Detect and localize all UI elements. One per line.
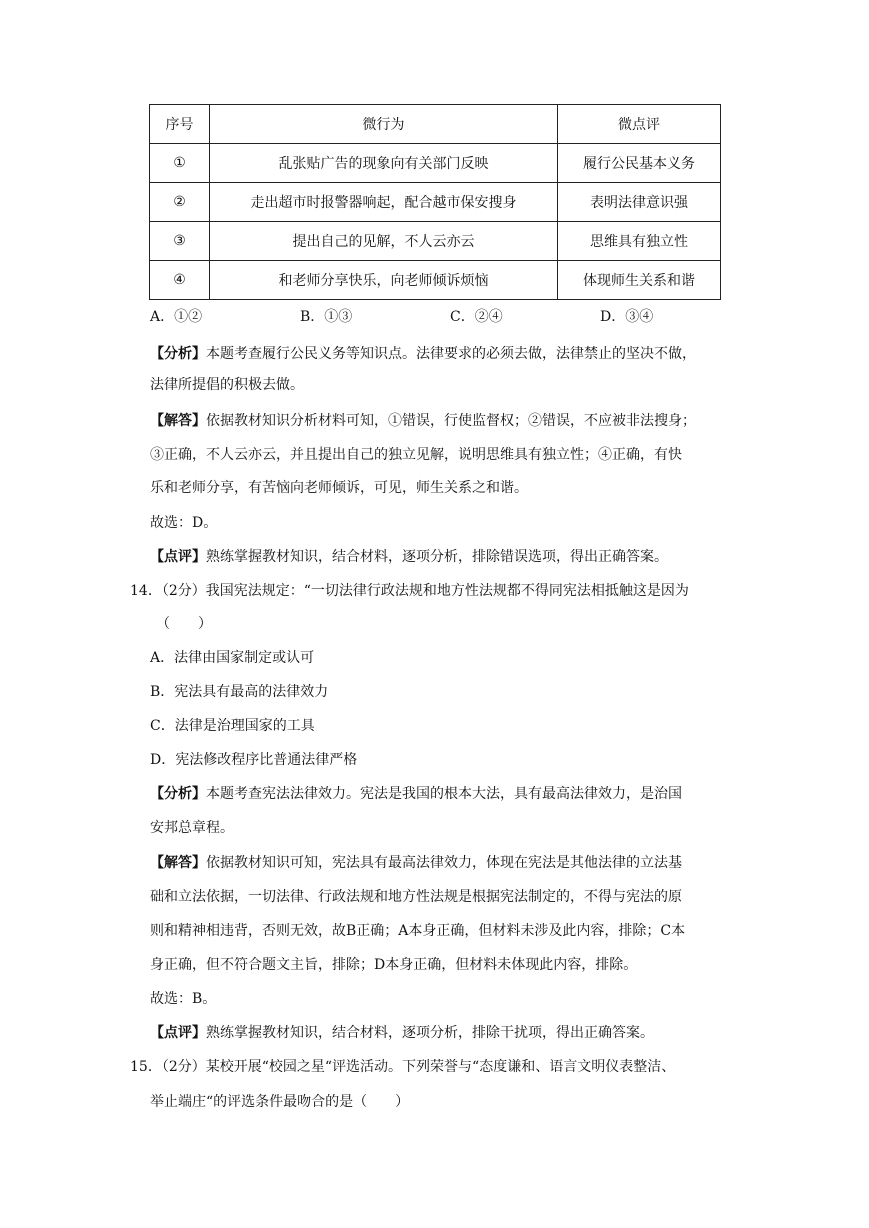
q13-comment	[150, 547, 720, 567]
analysis-text: 本题考查宪法法律效力。宪法是我国的根本大法，具有最高法律效力，是治国	[206, 786, 682, 802]
table-row	[150, 222, 721, 261]
q13-options	[150, 307, 720, 327]
option: D．宪法修改程序比普通法律严格	[150, 752, 358, 768]
q15-stem: 举止端庄“的评选条件最吻合的是（ ）	[150, 1094, 410, 1110]
comment-text: 熟练掌握教材知识，结合材料，逐项分析，排除干扰项，得出正确答案。	[206, 1025, 654, 1041]
table-row	[150, 144, 721, 183]
table-header-cell: 微行为	[210, 105, 558, 144]
q14-stem-blank: （ ）	[156, 616, 212, 632]
option: B．①③	[300, 309, 353, 325]
q14-answer	[150, 853, 720, 873]
analysis-text: 安邦总章程。	[150, 820, 234, 836]
q13-analysis	[150, 344, 720, 364]
answer-text: 乐和老师分享，有苦恼向老师倾诉，可见，师生关系之和谐。	[150, 480, 528, 496]
answer-text: ③正确，不人云亦云，并且提出自己的独立见解，说明思维具有独立性；④正确，有快	[150, 447, 682, 463]
analysis-tag: 【分析】	[150, 786, 206, 802]
table-cell: ②	[150, 183, 210, 222]
table-header-row	[150, 105, 721, 144]
analysis-tag: 【分析】	[150, 346, 206, 362]
comment-text: 熟练掌握教材知识，结合材料，逐项分析，排除错误选项，得出正确答案。	[206, 549, 668, 565]
answer-text: 则和精神相违背，否则无效，故B正确；A本身正确，但材料未涉及此内容，排除；C本	[150, 923, 686, 939]
table-cell: ④	[150, 261, 210, 300]
table-cell: ①	[150, 144, 210, 183]
analysis-text: 本题考查履行公民义务等知识点。法律要求的必须去做，法律禁止的坚决不做，	[206, 346, 696, 362]
q14-stem: 14．（2分）我国宪法规定：“一切法律行政法规和地方性法规都不得同宪法相抵触这是因为	[130, 583, 689, 599]
option: C．法律是治理国家的工具	[150, 718, 315, 734]
answer-text: 依据教材知识可知，宪法具有最高法律效力，体现在宪法是其他法律的立法基	[206, 855, 682, 871]
q14-comment	[150, 1023, 720, 1043]
table-header-cell: 序号	[150, 105, 210, 144]
table-cell: ③	[150, 222, 210, 261]
table-cell: 提出自己的见解，不人云亦云	[210, 222, 558, 261]
q13-answer	[150, 411, 720, 431]
answer-tag: 【解答】	[150, 413, 206, 429]
option: A．①②	[150, 309, 203, 325]
table-cell: 乱张贴广告的现象向有关部门反映	[210, 144, 558, 183]
table-row	[150, 183, 721, 222]
q15-stem: 15．（2分）某校开展“校园之星“评选活动。下列荣誉与“态度谦和、语言文明仪表整洁、	[130, 1059, 676, 1075]
table-cell: 思维具有独立性	[558, 222, 721, 261]
answer-tag: 【解答】	[150, 855, 206, 871]
choice-text: 故选：D。	[150, 515, 218, 531]
answer-text: 础和立法依据，一切法律、行政法规和地方性法规是根据宪法制定的，不得与宪法的原	[150, 889, 682, 905]
option: C．②④	[450, 309, 503, 325]
table-cell: 走出超市时报警器响起，配合越市保安搜身	[210, 183, 558, 222]
answer-text: 身正确，但不符合题文主旨，排除；D本身正确，但材料未体现此内容，排除。	[150, 957, 638, 973]
answer-text: 依据教材知识分析材料可知，①错误，行使监督权；②错误，不应被非法搜身；	[206, 413, 696, 429]
choice-text: 故选：B。	[150, 991, 217, 1007]
q14-analysis	[150, 784, 720, 804]
behavior-table	[149, 104, 721, 300]
table-row	[150, 261, 721, 300]
table-cell: 表明法律意识强	[558, 183, 721, 222]
comment-tag: 【点评】	[150, 1025, 206, 1041]
table-cell: 和老师分享快乐，向老师倾诉烦恼	[210, 261, 558, 300]
option: A．法律由国家制定或认可	[150, 650, 315, 666]
table-cell: 体现师生关系和谐	[558, 261, 721, 300]
option: B．宪法具有最高的法律效力	[150, 684, 329, 700]
table-header-cell: 微点评	[558, 105, 721, 144]
comment-tag: 【点评】	[150, 549, 206, 565]
option: D．③④	[600, 309, 654, 325]
analysis-text: 法律所提倡的积极去做。	[150, 377, 304, 393]
table-cell: 履行公民基本义务	[558, 144, 721, 183]
